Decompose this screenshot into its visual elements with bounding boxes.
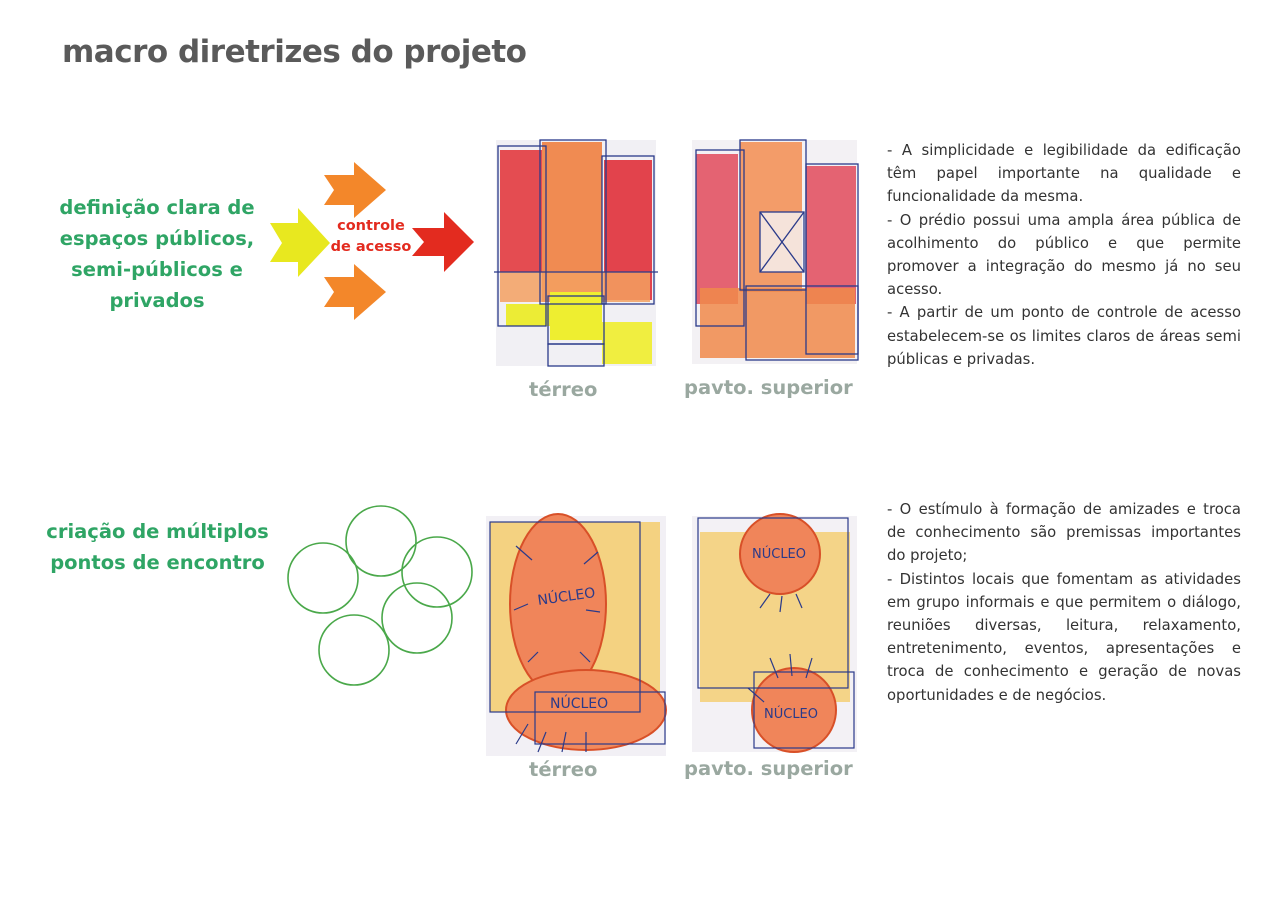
upper-floor-nuclei-sketch — [690, 512, 865, 757]
section1-upper-floor-label: pavto. superior — [684, 376, 853, 399]
section2-heading-line: pontos de encontro — [50, 551, 265, 574]
page-title: macro diretrizes do projeto — [62, 34, 527, 70]
ground-floor-nuclei-sketch — [480, 512, 675, 762]
nucleus-label: NÚCLEO — [752, 547, 807, 562]
orange-arrow-icon — [324, 264, 386, 320]
section1-paragraph: - A simplicidade e legibilidade da edificação têm papel importante na qualidade e funcionalidade da mesma. — [887, 142, 1241, 206]
meeting-circle — [288, 543, 358, 613]
section1-description — [887, 139, 1241, 371]
section1-ground-floor-label: térreo — [529, 378, 598, 401]
yellow-arrow-icon — [270, 208, 330, 277]
section1-paragraph: - O prédio possui uma ampla área pública de acolhimento do público e que permite promover a integração do mesmo já no seu acesso. — [887, 211, 1241, 299]
section1-heading-line: privados — [109, 289, 205, 312]
section1-paragraph: - A partir de um ponto de controle de acesso estabelecem-se os limites claros de áreas semi públicas e privadas. — [887, 304, 1241, 368]
section1-heading-line: definição clara de — [59, 196, 255, 219]
private-zone-right — [806, 166, 856, 304]
red-arrow-icon — [412, 212, 474, 272]
section2-ground-floor-label: térreo — [529, 758, 598, 781]
access-label-line: de acesso — [330, 239, 412, 255]
ground-floor-zoning-sketch — [492, 136, 662, 371]
meeting-circle — [382, 583, 452, 653]
section2-description — [887, 498, 1241, 707]
section2-paragraph: - Distintos locais que fomentam as atividades em grupo informais e que permitem o diálogo, reuniões diversas, leitura, relaxamento, entretenimento, eventos, apresentações e troca de conhecimento e geração de novas oportunidades e de negócios. — [887, 570, 1241, 704]
semi-public-zone-bottom — [700, 288, 855, 358]
nucleus-label: NÚCLEO — [764, 707, 819, 722]
section2-heading — [40, 516, 275, 578]
meeting-circle — [402, 537, 472, 607]
private-zone-left — [500, 150, 542, 272]
nucleus-label: NÚCLEO — [536, 585, 597, 610]
public-zone-right — [602, 322, 652, 364]
private-zone-left — [696, 154, 738, 304]
section1-heading-line: semi-públicos e — [71, 258, 243, 281]
section1-heading — [52, 192, 262, 316]
upper-floor-zoning-sketch — [690, 136, 865, 368]
section2-heading-line: criação de múltiplos — [46, 520, 269, 543]
orange-arrow-icon — [324, 162, 386, 218]
section2-upper-floor-label: pavto. superior — [684, 757, 853, 780]
section2-paragraph: - O estímulo à formação de amizades e troca de conhecimento são premissas importantes do projeto; — [887, 501, 1241, 565]
access-control-label — [326, 216, 416, 258]
meeting-points-circles-diagram — [280, 500, 480, 695]
meeting-circle — [319, 615, 389, 685]
public-zone-center — [550, 292, 602, 340]
access-label-line: controle — [337, 218, 405, 234]
section1-heading-line: espaços públicos, — [59, 227, 255, 250]
nucleus-label: NÚCLEO — [550, 696, 609, 712]
